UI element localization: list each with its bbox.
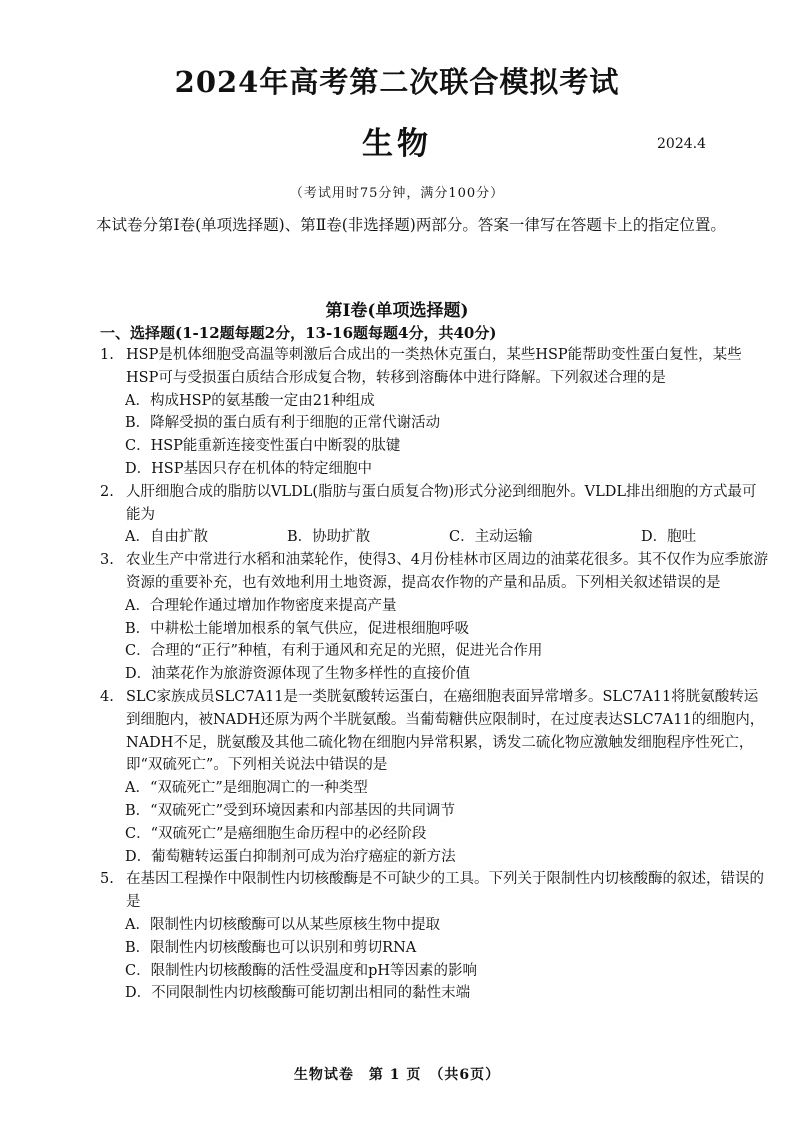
option-b: B．协助扩散 [287, 529, 371, 546]
option-d: D．葡萄糖转运蛋白抑制剂可成为治疗癌症的新方法 [125, 848, 456, 865]
option-c: C．HSP能重新连接变性蛋白中断裂的肽键 [125, 438, 401, 455]
question-2 [100, 481, 770, 549]
question-stem [100, 481, 770, 527]
question-number: 4. [100, 688, 114, 705]
question-text: SLC家族成员SLC7A11是一类胱氨酸转运蛋白，在癌细胞表面异常增多。SLC7A11将胱氨酸转运到细胞内，被NADH还原为两个半胱氨酸。当葡萄糖供应限制时，在过度表达SLC7A11的细胞内，NADH不足，胱氨酸及其他二硫化物在细胞内异常积累，诱发二硫化物应激触发细胞程序性死亡，即“双硫死亡”。下列相关说法中错误的是 [126, 688, 765, 774]
option-d: D．胞吐 [641, 529, 697, 546]
question-1 [100, 344, 770, 481]
option-c: C．主动运输 [449, 529, 533, 546]
question-stem [100, 686, 770, 777]
option-a: A．自由扩散 [125, 529, 208, 546]
option-d: D．油菜花作为旅游资源体现了生物多样性的直接价值 [125, 666, 471, 683]
question-stem [100, 549, 770, 595]
option-c: C．限制性内切核酸酶的活性受温度和pH等因素的影响 [125, 962, 478, 979]
option-b: B．中耕松土能增加根系的氧气供应，促进根细胞呼吸 [125, 620, 470, 637]
question-list [100, 344, 770, 1005]
question-5 [100, 868, 770, 1005]
exam-title: 2024年高考第二次联合模拟考试 [174, 65, 620, 99]
exam-date: 2024.4 [657, 136, 706, 152]
question-number: 3. [100, 552, 114, 569]
section-heading: 一、选择题(1-12题每题2分，13-16题每题4分，共40分) [100, 324, 497, 342]
question-text: 在基因工程操作中限制性内切核酸酶是不可缺少的工具。下列关于限制性内切核酸酶的叙述，错误的是 [126, 871, 764, 911]
option-b: B．限制性内切核酸酶也可以识别和剪切RNA [125, 939, 417, 956]
option-c: C．“双硫死亡”是癌细胞生命历程中的必经阶段 [125, 825, 427, 842]
option-b: B．“双硫死亡”受到环境因素和内部基因的共同调节 [125, 802, 455, 819]
option-a: A．限制性内切核酸酶可以从某些原核生物中提取 [125, 916, 440, 933]
question-4 [100, 686, 770, 868]
part-one-title: 第Ⅰ卷(单项选择题) [325, 301, 469, 321]
question-text: HSP是机体细胞受高温等刺激后合成出的一类热休克蛋白，某些HSP能帮助变性蛋白复性，某些HSP可与受损蛋白质结合形成复合物，转移到溶酶体中进行降解。下列叙述合理的是 [126, 347, 742, 386]
option-a: A．“双硫死亡”是细胞凋亡的一种类型 [125, 780, 368, 797]
question-number: 2. [100, 483, 114, 500]
question-text: 人肝细胞合成的脂肪以VLDL(脂肪与蛋白质复合物)形式分泌到细胞外。VLDL排出细胞的方式最可能为 [126, 483, 757, 523]
option-row [100, 526, 770, 549]
option-a: A．合理轮作通过增加作物密度来提高产量 [125, 597, 397, 614]
exam-time-note: （考试用时75分钟，满分100分） [289, 186, 505, 201]
question-number: 5. [100, 871, 114, 888]
option-c: C．合理的“正行”种植，有利于通风和充足的光照，促进光合作用 [125, 643, 543, 660]
question-stem [100, 344, 770, 390]
page-footer: 生物试卷 第 1 页 （共6页） [293, 1067, 501, 1083]
option-d: D．HSP基因只存在机体的特定细胞中 [125, 460, 372, 477]
option-b: B．降解受损的蛋白质有利于细胞的正常代谢活动 [125, 415, 441, 432]
question-number: 1. [100, 347, 114, 363]
option-a: A．构成HSP的氨基酸一定由21种组成 [125, 392, 375, 409]
subject-title: 生物 [362, 126, 432, 162]
option-d: D．不同限制性内切核酸酶可能切割出相同的黏性末端 [125, 985, 471, 1002]
question-3 [100, 549, 770, 686]
question-text: 农业生产中常进行水稻和油菜轮作，使得3、4月份桂林市区周边的油菜花很多。其不仅作为应季旅游资源的重要补充，也有效地利用土地资源，提高农作物的产量和品质。下列相关叙述错误的是 [126, 552, 768, 591]
exam-instructions: 本试卷分第Ⅰ卷(单项选择题)、第Ⅱ卷(非选择题)两部分。答案一律写在答题卡上的指定位置。 [96, 216, 726, 234]
question-stem [100, 868, 770, 914]
